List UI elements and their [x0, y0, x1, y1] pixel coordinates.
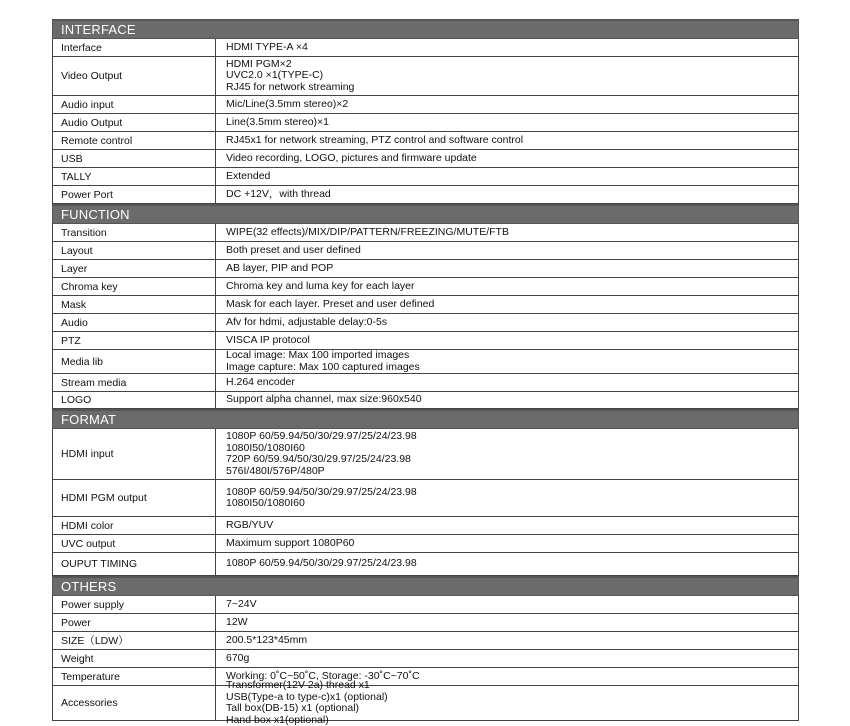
- spec-value-line: Maximum support 1080P60: [226, 538, 798, 550]
- section-header: FUNCTION: [52, 204, 799, 224]
- spec-value: [216, 535, 798, 552]
- spec-key: Audio input: [53, 96, 216, 113]
- spec-value: [216, 132, 798, 149]
- spec-value-line: Working: 0˚C~50˚C, Storage: -30˚C~70˚C: [226, 671, 798, 683]
- spec-value-line: H.264 encoder: [226, 377, 798, 389]
- spec-row: [52, 480, 799, 517]
- spec-value-line: 1080P 60/59.94/50/30/29.97/25/24/23.98: [226, 558, 798, 570]
- spec-value: [216, 596, 798, 613]
- spec-value: [216, 553, 798, 575]
- spec-value-line: WIPE(32 effects)/MIX/DIP/PATTERN/FREEZING/MUTE/FTB: [226, 227, 798, 239]
- spec-key: HDMI input: [53, 429, 216, 479]
- spec-key: Interface: [53, 39, 216, 56]
- spec-row: [52, 535, 799, 553]
- spec-value-line: DC +12V，with thread: [226, 189, 798, 201]
- spec-key: OUPUT TIMING: [53, 553, 216, 575]
- spec-key: Power supply: [53, 596, 216, 613]
- spec-value: [216, 632, 798, 649]
- spec-key: Chroma key: [53, 278, 216, 295]
- spec-row: [52, 39, 799, 57]
- spec-value-line: RJ45x1 for network streaming, PTZ control and software control: [226, 135, 798, 147]
- spec-key: Layout: [53, 242, 216, 259]
- spec-value: [216, 480, 798, 516]
- spec-key: TALLY: [53, 168, 216, 185]
- spec-key: Audio Output: [53, 114, 216, 131]
- spec-row: [52, 650, 799, 668]
- spec-row: [52, 374, 799, 392]
- spec-value: [216, 242, 798, 259]
- spec-row: [52, 296, 799, 314]
- spec-value-line: Hand box x1(optional): [226, 715, 798, 726]
- spec-value: [216, 650, 798, 667]
- spec-value-line: AB layer, PIP and POP: [226, 263, 798, 275]
- spec-value: [216, 168, 798, 185]
- spec-row: [52, 114, 799, 132]
- spec-value-line: Image capture: Max 100 captured images: [226, 362, 798, 374]
- spec-value: [216, 186, 798, 203]
- spec-key: Temperature: [53, 668, 216, 685]
- spec-row: [52, 96, 799, 114]
- spec-value-line: 1080I50/1080I60: [226, 443, 798, 455]
- spec-row: [52, 517, 799, 535]
- spec-key: Remote control: [53, 132, 216, 149]
- spec-value: [216, 260, 798, 277]
- spec-row: [52, 314, 799, 332]
- spec-key: LOGO: [53, 392, 216, 408]
- spec-row: [52, 260, 799, 278]
- spec-key: PTZ: [53, 332, 216, 349]
- spec-value-line: Video recording, LOGO, pictures and firmware update: [226, 153, 798, 165]
- spec-key: Transition: [53, 224, 216, 241]
- spec-value-line: 1080I50/1080I60: [226, 498, 798, 510]
- spec-value-line: 670g: [226, 653, 798, 665]
- spec-value: [216, 614, 798, 631]
- spec-value-line: Transformer(12V 2a) thread x1: [226, 680, 798, 692]
- spec-value: [216, 296, 798, 313]
- spec-row: [52, 596, 799, 614]
- spec-key: Mask: [53, 296, 216, 313]
- spec-value: [216, 332, 798, 349]
- spec-row: [52, 224, 799, 242]
- spec-value-line: Local image: Max 100 imported images: [226, 350, 798, 362]
- spec-row: [52, 350, 799, 374]
- spec-value: [216, 150, 798, 167]
- spec-key: Power: [53, 614, 216, 631]
- spec-row: [52, 132, 799, 150]
- spec-value-line: 12W: [226, 617, 798, 629]
- spec-value: [216, 278, 798, 295]
- spec-value: [216, 392, 798, 408]
- spec-row: [52, 553, 799, 576]
- spec-value: [216, 96, 798, 113]
- spec-row: [52, 186, 799, 204]
- spec-key: Audio: [53, 314, 216, 331]
- spec-value: [216, 39, 798, 56]
- spec-value-line: Mask for each layer. Preset and user defined: [226, 299, 798, 311]
- section-header: INTERFACE: [52, 19, 799, 39]
- spec-value-line: Tall box(DB-15) x1 (optional): [226, 703, 798, 715]
- spec-value-line: USB(Type-a to type-c)x1 (optional): [226, 692, 798, 704]
- spec-value-line: 1080P 60/59.94/50/30/29.97/25/24/23.98: [226, 487, 798, 499]
- spec-value: [216, 350, 798, 373]
- spec-value-line: Mic/Line(3.5mm stereo)×2: [226, 99, 798, 111]
- spec-row: [52, 242, 799, 260]
- spec-key: HDMI color: [53, 517, 216, 534]
- spec-key: Accessories: [53, 686, 216, 720]
- spec-row: [52, 57, 799, 96]
- spec-value: [216, 429, 798, 479]
- spec-value: [216, 314, 798, 331]
- spec-row: [52, 168, 799, 186]
- spec-value-line: VISCA IP protocol: [226, 335, 798, 347]
- section-header: FORMAT: [52, 409, 799, 429]
- spec-row: [52, 332, 799, 350]
- section-header: OTHERS: [52, 576, 799, 596]
- spec-key: UVC output: [53, 535, 216, 552]
- spec-key: Power Port: [53, 186, 216, 203]
- spec-value: [216, 374, 798, 391]
- spec-value-line: 200.5*123*45mm: [226, 635, 798, 647]
- spec-value-line: Chroma key and luma key for each layer: [226, 281, 798, 293]
- spec-value: [216, 114, 798, 131]
- spec-key: Video Output: [53, 57, 216, 95]
- spec-key: Media lib: [53, 350, 216, 373]
- spec-row: [52, 632, 799, 650]
- spec-value-line: HDMI PGM×2: [226, 59, 798, 71]
- spec-value-line: UVC2.0 ×1(TYPE-C): [226, 70, 798, 82]
- spec-row: [52, 429, 799, 480]
- spec-key: SIZE（LDW）: [53, 632, 216, 649]
- spec-row: [52, 614, 799, 632]
- spec-row: [52, 686, 799, 721]
- spec-key: Stream media: [53, 374, 216, 391]
- spec-value-line: Line(3.5mm stereo)×1: [226, 117, 798, 129]
- spec-value-line: 1080P 60/59.94/50/30/29.97/25/24/23.98: [226, 431, 798, 443]
- spec-value-line: Both preset and user defined: [226, 245, 798, 257]
- spec-key: HDMI PGM output: [53, 480, 216, 516]
- spec-value-line: Extended: [226, 171, 798, 183]
- spec-key: USB: [53, 150, 216, 167]
- spec-value-line: HDMI TYPE-A ×4: [226, 42, 798, 54]
- spec-table: [52, 19, 799, 721]
- spec-value: [216, 57, 798, 95]
- spec-key: Layer: [53, 260, 216, 277]
- spec-value-line: 576I/480I/576P/480P: [226, 466, 798, 478]
- spec-value: [216, 224, 798, 241]
- spec-value-line: 7~24V: [226, 599, 798, 611]
- spec-value-line: RGB/YUV: [226, 520, 798, 532]
- spec-key: Weight: [53, 650, 216, 667]
- spec-value: [216, 686, 798, 720]
- spec-row: [52, 278, 799, 296]
- spec-value-line: Afv for hdmi, adjustable delay:0-5s: [226, 317, 798, 329]
- spec-value-line: Support alpha channel, max size:960x540: [226, 394, 798, 406]
- spec-row: [52, 150, 799, 168]
- spec-value-line: 720P 60/59.94/50/30/29.97/25/24/23.98: [226, 454, 798, 466]
- spec-row: [52, 392, 799, 409]
- spec-value-line: RJ45 for network streaming: [226, 82, 798, 94]
- spec-value: [216, 517, 798, 534]
